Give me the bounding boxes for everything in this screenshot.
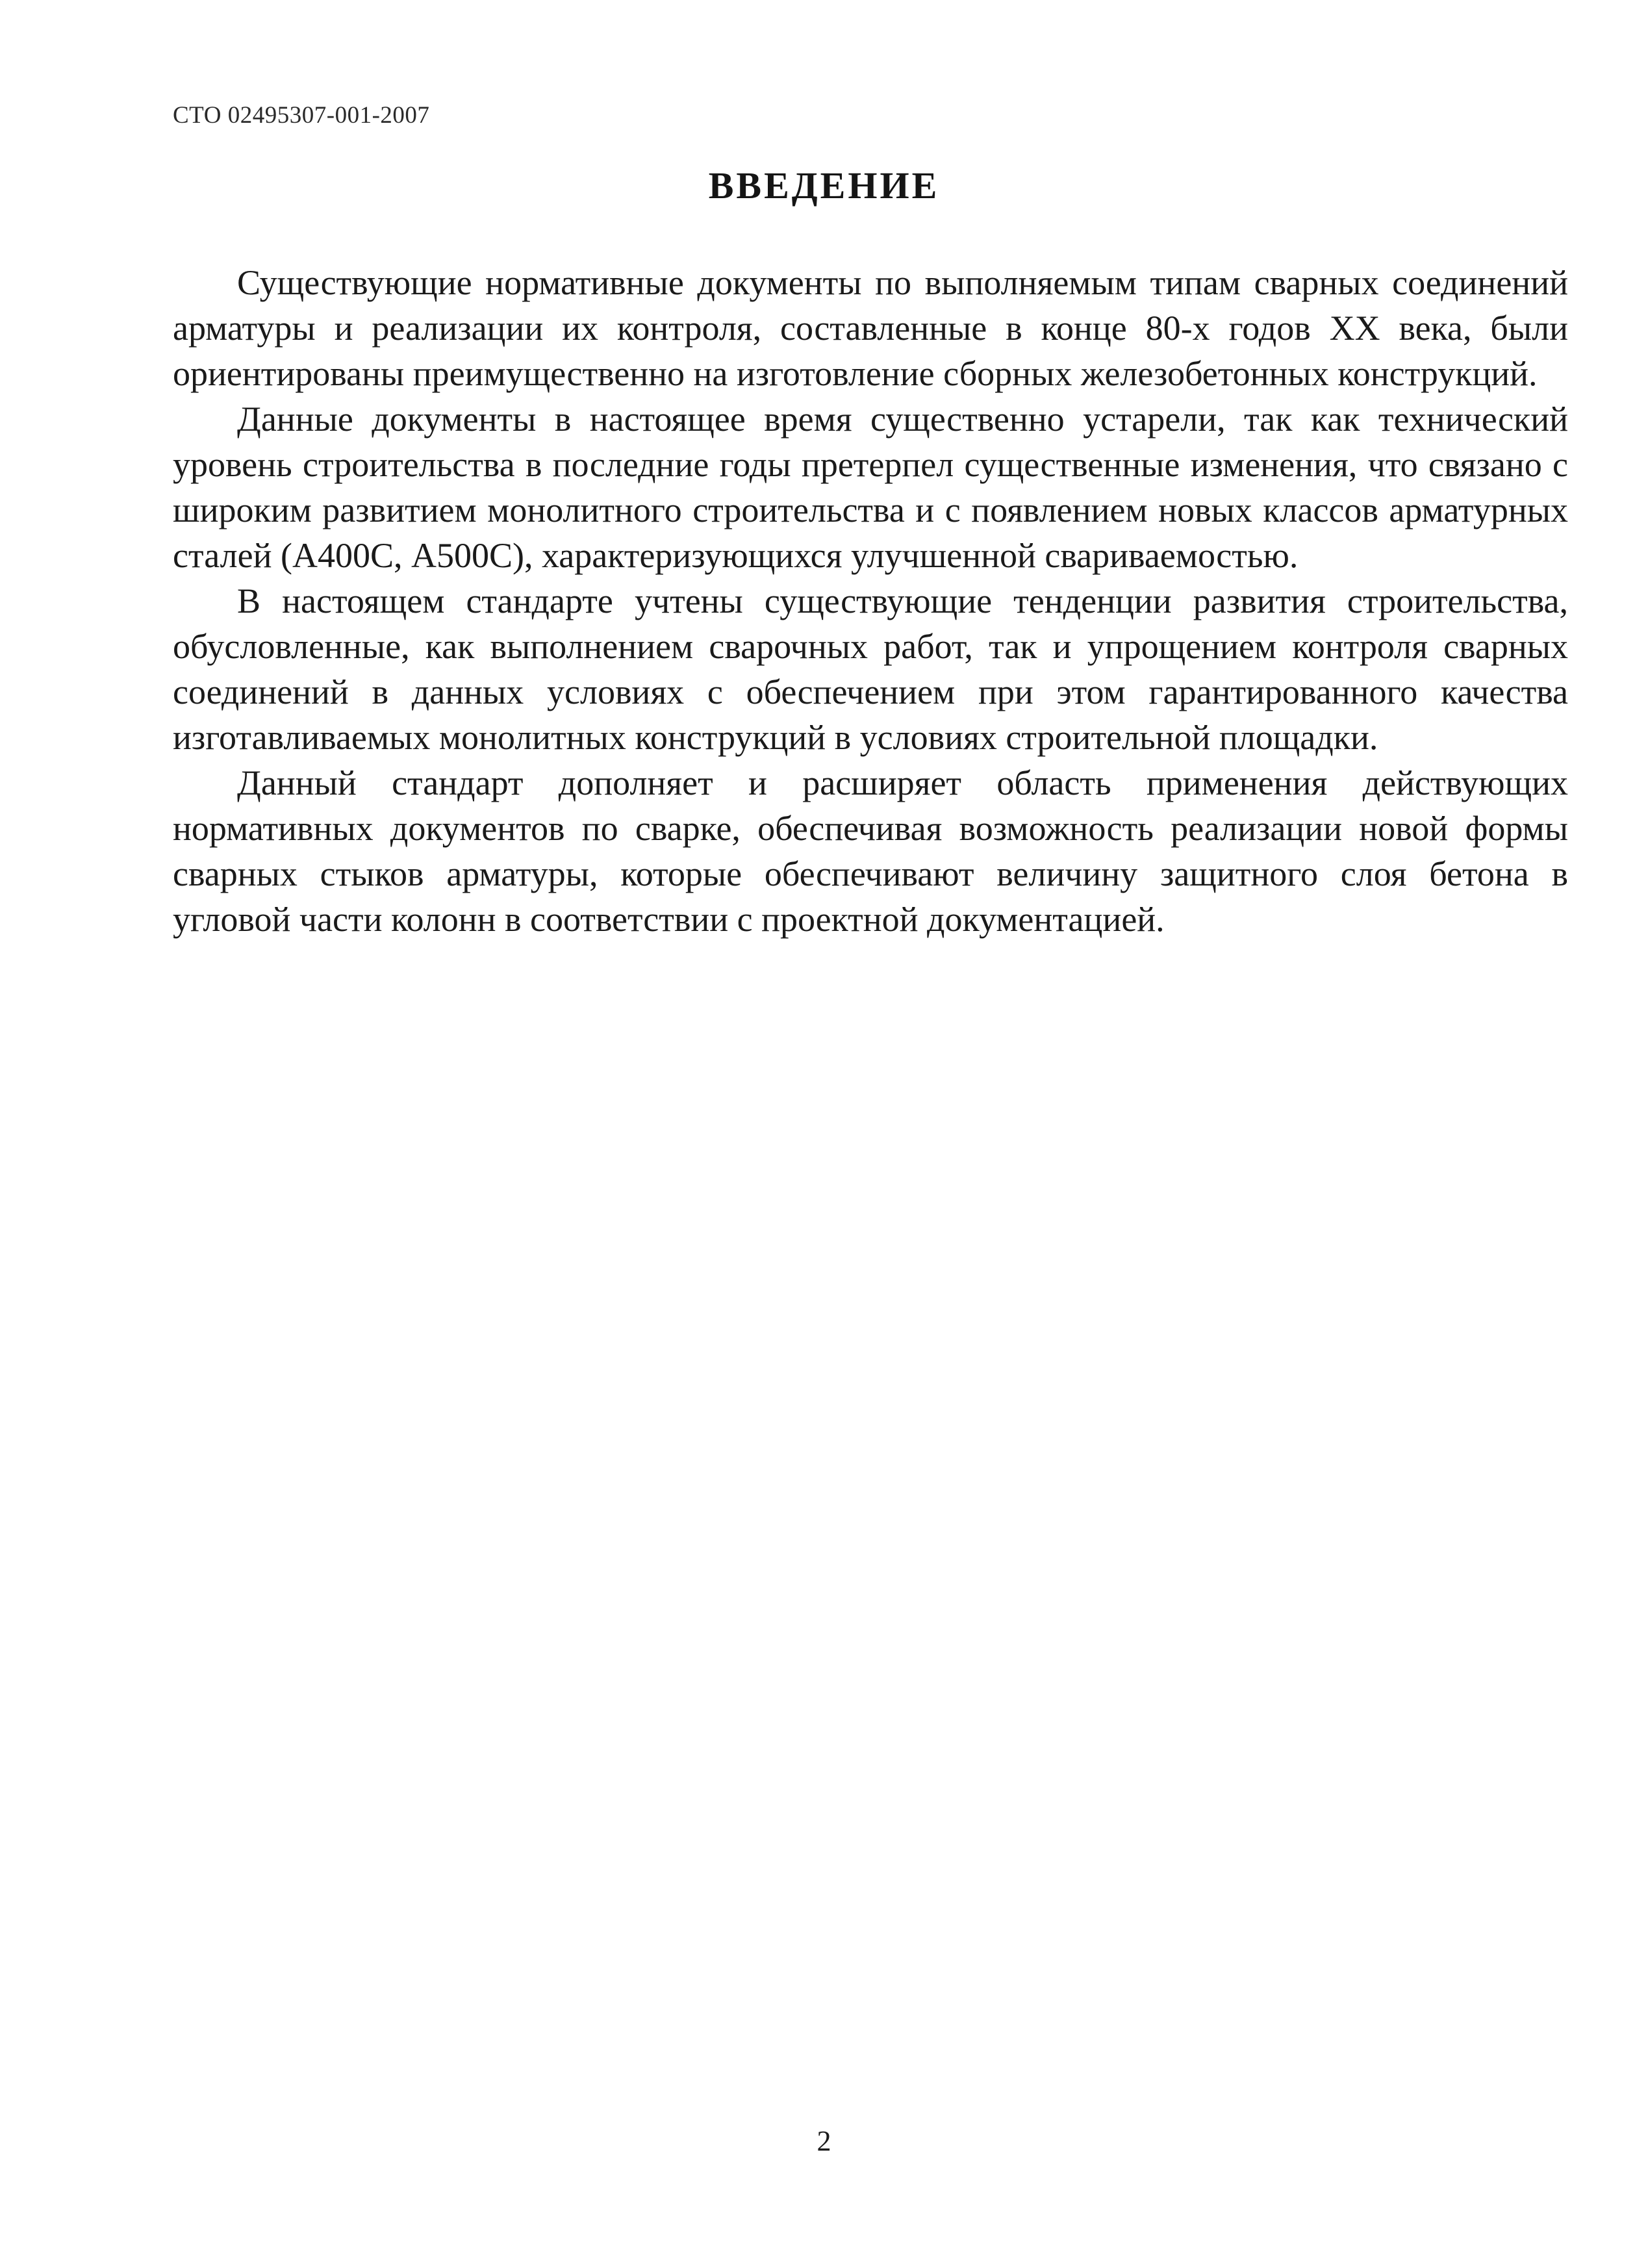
page-title: ВВЕДЕНИЕ (708, 164, 940, 207)
body-text (173, 260, 1568, 942)
paragraph: Существующие нормативные документы по выполняемым типам сварных соединений арматуры и реализации их контроля, составленные в конце 80-х годов XX века, были ориентированы преимущественно на изготовление сборных железобетонных конструкций. (173, 263, 1568, 393)
paragraph: В настоящем стандарте учтены существующие тенденции развития строительства, обусловленные, как выполнением сварочных работ, так и упрощением контроля сварных соединений в данных условиях с обеспечением при этом гарантированного качества изготавливаемых монолитных конструкций в условиях строительной площадки. (173, 581, 1568, 757)
document-code: СТО 02495307-001-2007 (173, 102, 430, 129)
page-number: 2 (817, 2125, 831, 2157)
paragraph: Данные документы в настоящее время существенно устарели, так как технический уровень строительства в последние годы претерпел существенные изменения, что связано с широким развитием монолитного строительства и с появлением новых классов арматурных сталей (А400С, А500С), характеризующихся улучшенной свариваемостью. (173, 400, 1568, 575)
paragraph: Данный стандарт дополняет и расширяет область применения действующих нормативных документов по сварке, обеспечивая возможность реализации новой формы сварных стыков арматуры, которые обеспечивают величину защитного слоя бетона в угловой части колонн в соответствии с проектной документацией. (173, 763, 1568, 939)
